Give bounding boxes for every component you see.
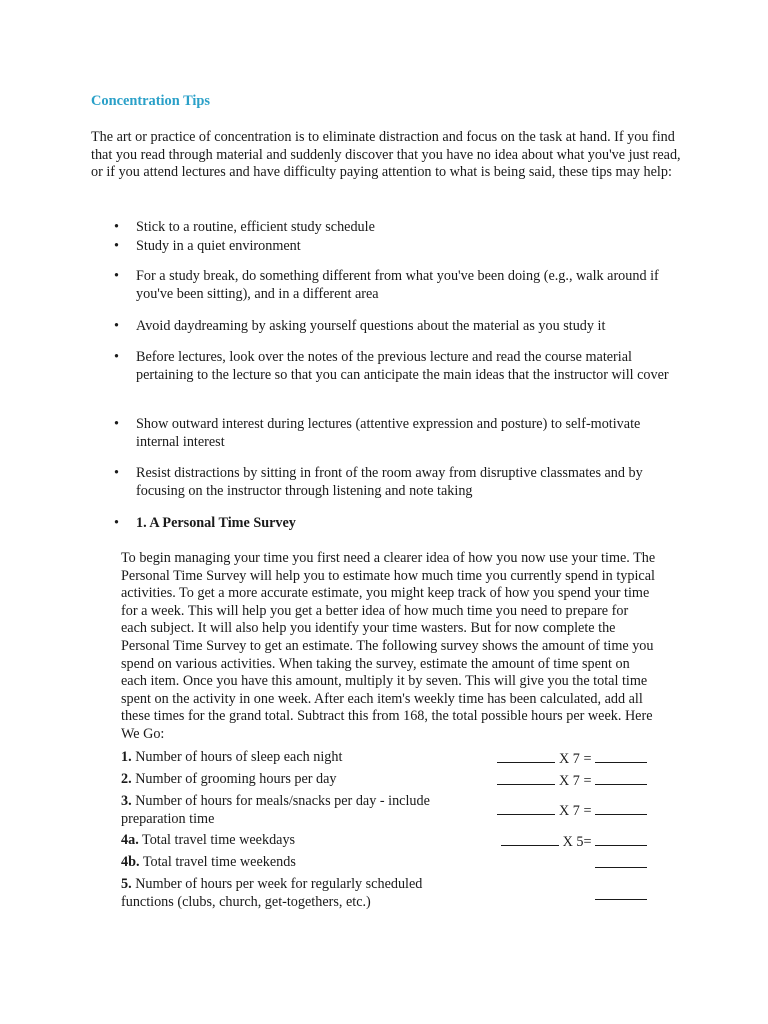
total-input-blank[interactable]: [595, 886, 647, 900]
item-number: 4a.: [121, 832, 139, 848]
list-item: • Study in a quiet environment: [114, 238, 301, 254]
intro-paragraph: The art or practice of concentration is to eliminate distraction and focus on the task at hand. If you find that you read through material and suddenly discover that you have no idea about what you've just read, or if you attend lectures and have difficulty paying attention to what is being said, these tips may help:: [91, 129, 681, 181]
total-input-blank[interactable]: [595, 749, 647, 763]
item-label: Total travel time weekends: [142, 854, 296, 870]
calc-fields: [595, 854, 647, 874]
item-label: Number of hours of sleep each night: [135, 749, 343, 765]
list-item: • Show outward interest during lectures (attentive expression and posture) to self-motivate internal interest: [114, 416, 641, 450]
survey-row: [121, 771, 661, 789]
multiplier: X 5=: [559, 834, 595, 850]
list-item: • Avoid daydreaming by asking yourself questions about the material as you study it: [114, 318, 606, 334]
list-item: • For a study break, do something different from what you've been doing (e.g., walk around if you've been sitting), and in a different area: [114, 268, 659, 302]
hours-input-blank[interactable]: [497, 771, 555, 785]
multiplier: X 7 =: [555, 751, 595, 767]
item-number: 4b.: [121, 854, 140, 870]
total-input-blank[interactable]: [595, 771, 647, 785]
total-input-blank[interactable]: [595, 801, 647, 815]
list-item: • Before lectures, look over the notes of the previous lecture and read the course material pertaining to the lecture so that you can anticipate the main ideas that the instructor will cover: [114, 349, 669, 383]
bullet-icon: •: [114, 219, 119, 235]
item-number: 5.: [121, 876, 132, 892]
section-heading: 1. A Personal Time Survey: [136, 515, 296, 531]
item-label: Number of grooming hours per day: [135, 771, 337, 787]
survey-row: [121, 854, 661, 872]
list-item: • Stick to a routine, efficient study schedule: [114, 219, 375, 235]
calc-fields: [501, 832, 647, 852]
total-input-blank[interactable]: [595, 854, 647, 868]
multiplier: X 7 =: [555, 803, 595, 819]
item-label: Number of hours per week for regularly scheduled functions (clubs, church, get-togethers, etc.): [121, 876, 423, 910]
survey-row: [121, 749, 661, 767]
item-number: 2.: [121, 771, 132, 787]
item-number: 1.: [121, 749, 132, 765]
bullet-icon: •: [114, 416, 119, 432]
survey-row: [121, 793, 661, 828]
page-title: Concentration Tips: [91, 93, 211, 109]
list-item: [114, 515, 684, 533]
item-label: Number of hours for meals/snacks per day - include preparation time: [121, 793, 430, 827]
hours-input-blank[interactable]: [497, 801, 555, 815]
item-label: Total travel time weekdays: [142, 832, 296, 848]
bullet-icon: •: [114, 349, 119, 365]
bullet-icon: •: [114, 465, 119, 481]
calc-fields: [595, 886, 647, 906]
calc-fields: [497, 749, 647, 769]
hours-input-blank[interactable]: [497, 749, 555, 763]
item-number: 3.: [121, 793, 132, 809]
bullet-icon: •: [114, 238, 119, 254]
calc-fields: [497, 771, 647, 791]
survey-row: [121, 876, 661, 911]
survey-intro-paragraph: To begin managing your time you first need a clearer idea of how you now use your time. The Personal Time Survey will help you to estimate how much time you currently spend in typical activities. To get a more accurate estimate, you might keep track of how you spend your time for a week. This will help you get a better idea of how much time you need to prepare for each subject. It will also help you identify your time wasters. But for now complete the Personal Time Survey to get an estimate. The following survey shows the amount of time you spend on various activities. When taking the survey, estimate the amount of time spent on each item. Once you have this amount, multiply it by seven. This will give you the total time spent on the activity in one week. After each item's weekly time has been calculated, add all these times for the grand total. Subtract this from 168, the total possible hours per week. Here We Go:: [121, 550, 656, 742]
hours-input-blank[interactable]: [501, 832, 559, 846]
bullet-icon: •: [114, 318, 119, 334]
bullet-icon: •: [114, 268, 119, 284]
bullet-icon: •: [114, 515, 119, 531]
multiplier: X 7 =: [555, 773, 595, 789]
calc-fields: [497, 801, 647, 821]
list-item: • Resist distractions by sitting in front of the room away from disruptive classmates and by focusing on the instructor through listening and note taking: [114, 465, 643, 499]
total-input-blank[interactable]: [595, 832, 647, 846]
survey-row: [121, 832, 661, 850]
